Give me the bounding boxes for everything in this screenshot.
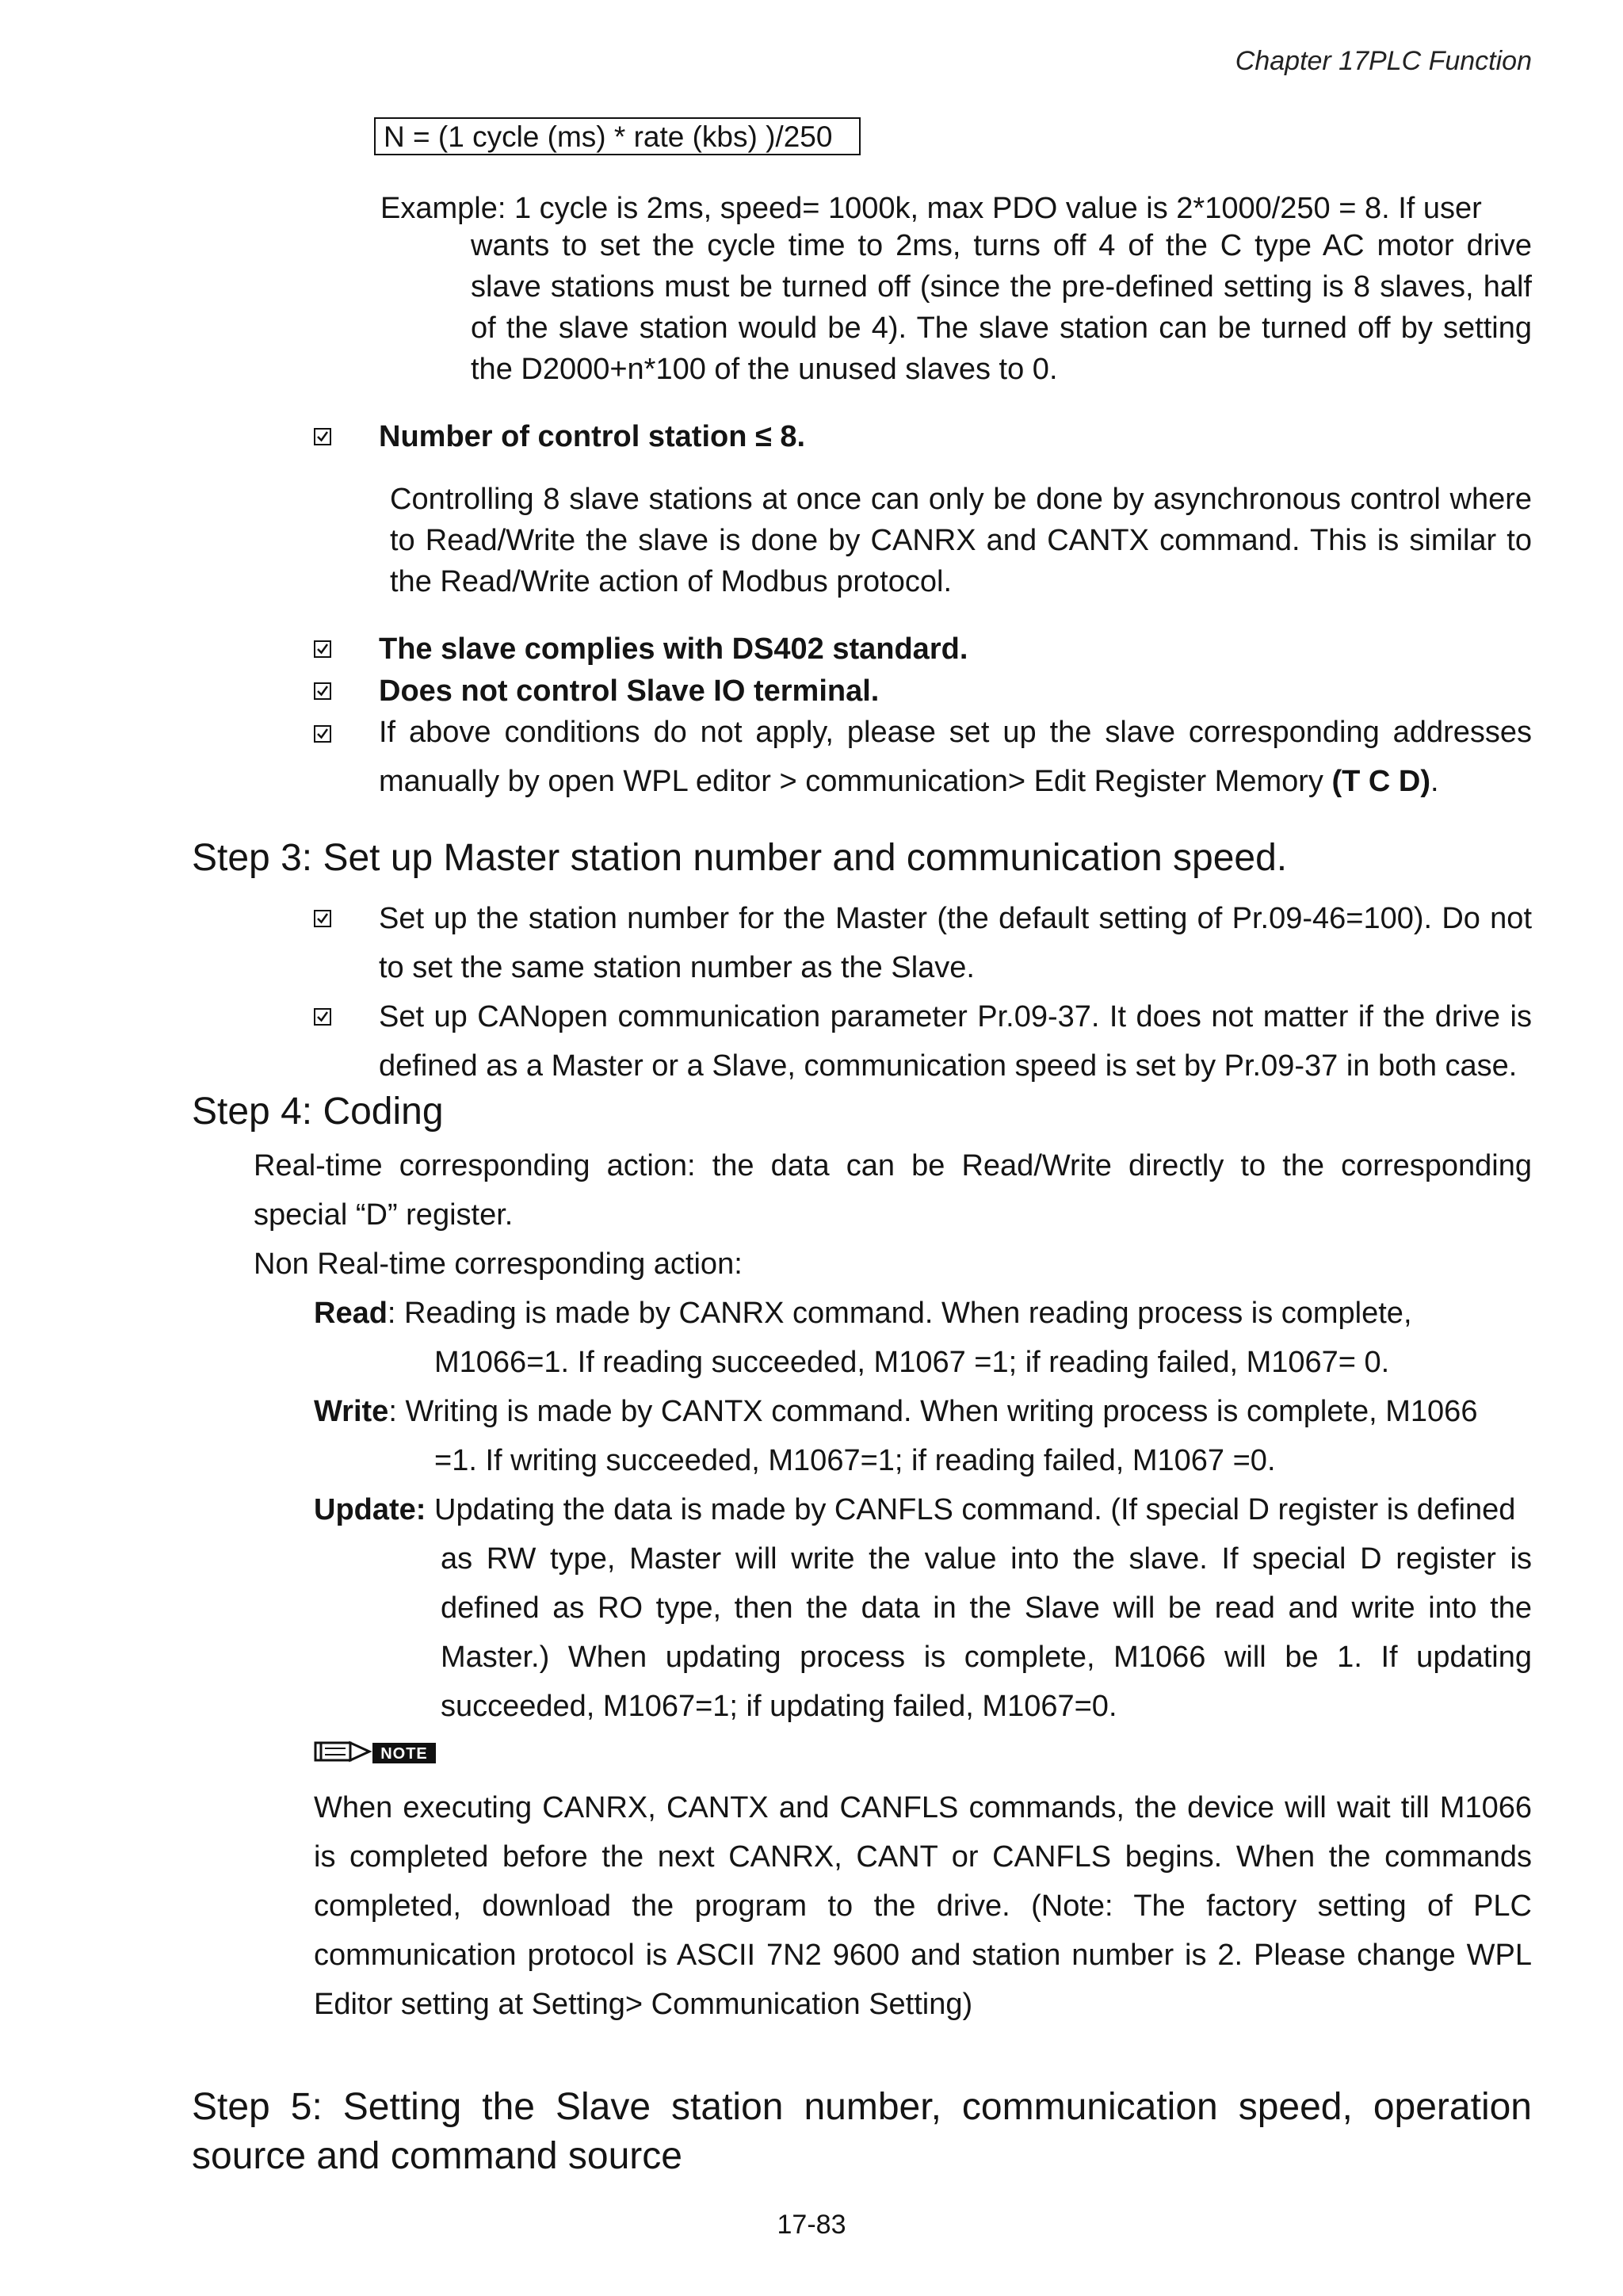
checkbox-icon [314,910,331,927]
step3-heading: Step 3: Set up Master station number and communication speed. [192,837,1288,879]
example-lead: Example: 1 cycle is 2ms, speed= 1000k, max PDO value is 2*1000/250 = 8. If user [380,192,1482,225]
step5-heading: Step 5: Setting the Slave station number, communication speed, operation source and command source [192,2086,1532,2177]
step4-realtime: Real-time corresponding action: the data can be Read/Write directly to the corresponding special “D” register. [254,1149,1532,1232]
example-body: wants to set the cycle time to 2ms, turns off 4 of the C type AC motor drive slave stations must be turned off (since the pre-defined setting is 8 slaves, half of the slave station would be 4). The slave station can be turned off by setting the D2000+n*100 of the unused slaves to 0. [471,229,1532,386]
condition-ds402: The slave complies with DS402 standard. [379,632,968,666]
note-icon [314,1739,437,1766]
step3-item-comm-speed: Set up CANopen communication parameter Pr.09-37. It does not matter if the drive is defined as a Master or a Slave, communication speed is set by Pr.09-37 in both case. [379,1000,1532,1083]
checkbox-icon [314,1008,331,1026]
checkbox-icon [314,640,331,658]
read-line: Read: Reading is made by CANRX command. When reading process is complete, [314,1297,1412,1330]
write-line: Write: Writing is made by CANTX command. When writing process is complete, M1066 [314,1395,1478,1428]
checkbox-icon [314,725,331,743]
read-label: Read [314,1297,388,1330]
condition-manual-setup: If above conditions do not apply, please set up the slave corresponding addresses manually by open WPL editor > communication> Edit Register Memory (T C D). [379,716,1532,798]
step4-heading: Step 4: Coding [192,1091,444,1133]
note-label: NOTE [380,1745,428,1763]
checkbox-icon [314,682,331,700]
update-line: Update: Updating the data is made by CANFLS command. (If special D register is defined [314,1493,1516,1526]
chapter-header: Chapter 17PLC Function [1235,46,1532,76]
update-continued: as RW type, Master will write the value into the slave. If special D register is defined as RO type, then the data in the Slave will be read and write into the Master.) When updating process is complete, M1066 will be 1. If updating succeeded, M1067=1; if updating failed, M1067=0. [441,1542,1532,1723]
read-continued: M1066=1. If reading succeeded, M1067 =1; if reading failed, M1067= 0. [434,1346,1390,1379]
write-continued: =1. If writing succeeded, M1067=1; if reading failed, M1067 =0. [434,1444,1276,1477]
page-number: 17-83 [777,2210,846,2240]
condition-control-stations: Number of control station ≤ 8. [379,420,806,453]
step3-item-station-number: Set up the station number for the Master (the default setting of Pr.09-46=100). Do not to set the same station number as the Slave. [379,902,1532,984]
condition-control-stations-desc: Controlling 8 slave stations at once can only be done by asynchronous control where to Read/Write the slave is done by CANRX and CANTX command. This is similar to the Read/Write action of Modbus protocol. [390,483,1532,598]
formula-box: N = (1 cycle (ms) * rate (kbs) )/250 [374,117,861,155]
condition-io-terminal: Does not control Slave IO terminal. [379,674,880,708]
checkbox-icon [314,428,331,445]
note-text: When executing CANRX, CANTX and CANFLS commands, the device will wait till M1066 is completed before the next CANRX, CANT or CANFLS begins. When the commands completed, download the program to the drive. (Note: The factory setting of PLC communication protocol is ASCII 7N2 9600 and station number is 2. Please change WPL Editor setting at Setting> Communication Setting) [314,1791,1532,2021]
step4-nonrealtime: Non Real-time corresponding action: [254,1247,743,1281]
write-label: Write [314,1395,389,1428]
update-label: Update: [314,1493,426,1526]
